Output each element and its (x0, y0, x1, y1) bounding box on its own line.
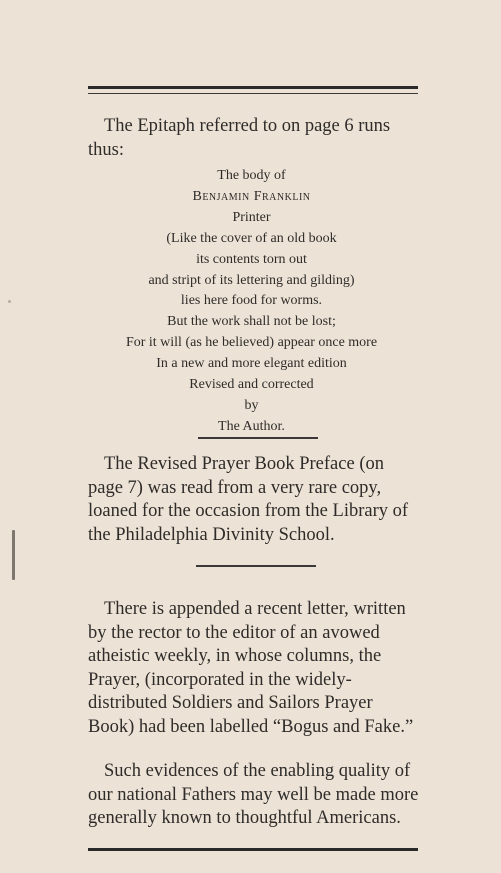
epitaph-line: and stript of its lettering and gilding) (148, 272, 355, 288)
paper-speck (8, 300, 11, 303)
section-divider (198, 437, 318, 439)
epitaph-line: But the work shall not be lost; (167, 314, 336, 330)
paper-speck (12, 530, 15, 580)
top-rule (88, 86, 418, 89)
epitaph-line: lies here food for worms. (180, 293, 323, 309)
epitaph-line: The body of (217, 168, 286, 183)
top-rule-thin (88, 93, 418, 94)
epitaph-line: For it will (as he believed) appear once more (125, 335, 378, 351)
bottom-rule (88, 848, 418, 851)
epitaph-line: In a new and more elegant edition (156, 356, 347, 372)
intro-paragraph: The Epitaph referred to on page 6 runs thus: (88, 116, 391, 160)
preface-paragraph: The Revised Prayer Book Preface (on page 7) was read from a very rare copy, loaned for the occasion from the Library of the Philadelphia Divinity School. (88, 454, 409, 545)
epitaph-line: The Author. (218, 418, 285, 434)
epitaph-line: its contents torn out (196, 251, 307, 267)
closing-paragraph: Such evidences of the enabling quality of our national Fathers may well be made more generally known to thoughtful Americans. (88, 761, 419, 828)
epitaph-line: (Like the cover of an old book (166, 230, 337, 246)
epitaph-name: Benjamin Franklin (192, 188, 311, 204)
epitaph-line: Printer (232, 209, 271, 225)
letter-paragraph: There is appended a recent letter, written by the rector to the editor of an avowed atheistic weekly, in whose columns, the Prayer, (incorporated in the widely-distributed Soldiers and Sailors Prayer Book) had been labelled “Bogus and Fake.” (88, 599, 414, 737)
epitaph (78, 166, 425, 438)
epitaph-line: by (244, 397, 259, 413)
epitaph-line: Revised and corrected (189, 377, 314, 393)
section-divider (196, 565, 316, 567)
